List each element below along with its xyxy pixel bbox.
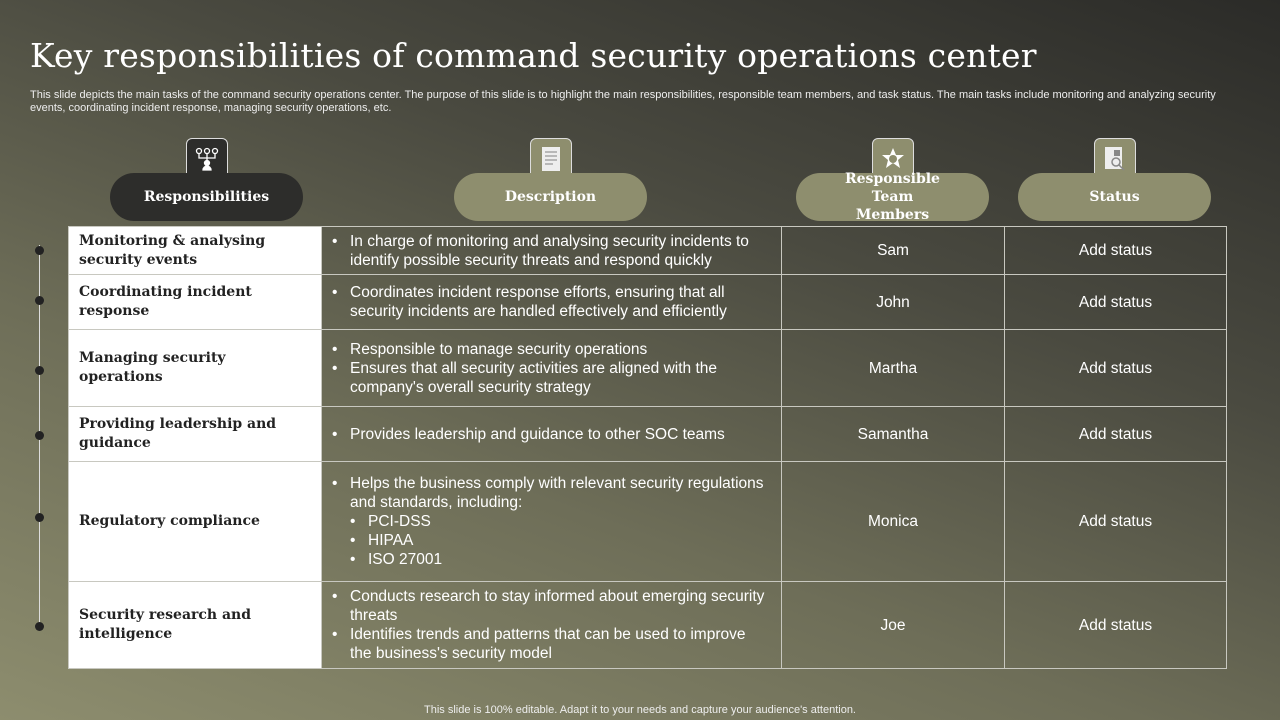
timeline-dot bbox=[35, 513, 44, 522]
footer-note: This slide is 100% editable. Adapt it to your needs and capture your audience's attention. bbox=[424, 704, 856, 716]
status[interactable]: Add status bbox=[1005, 582, 1227, 669]
table-row bbox=[69, 330, 1227, 407]
responsibility: Providing leadership and guidance bbox=[69, 407, 322, 462]
description-item: • Provides leadership and guidance to other SOC teams bbox=[332, 425, 771, 444]
description-item: • Ensures that all security activities are aligned with the company's overall security strategy bbox=[332, 359, 771, 397]
responsibility: Managing security operations bbox=[69, 330, 322, 407]
timeline-dot bbox=[35, 246, 44, 255]
status[interactable]: Add status bbox=[1005, 227, 1227, 275]
member: John bbox=[782, 275, 1005, 330]
description-item: • In charge of monitoring and analysing security incidents to identify possible security threats and respond quickly bbox=[332, 232, 771, 270]
description-item: • Coordinates incident response efforts, ensuring that all security incidents are handled effectively and efficiently bbox=[332, 283, 771, 321]
header-description: Description bbox=[454, 173, 647, 221]
responsibility: Regulatory compliance bbox=[69, 462, 322, 582]
page-title: Key responsibilities of command security operations center bbox=[30, 36, 1037, 75]
responsibility: Coordinating incident response bbox=[69, 275, 322, 330]
sub-item: • ISO 27001 bbox=[350, 550, 771, 569]
header-status: Status bbox=[1018, 173, 1211, 221]
table-row bbox=[69, 227, 1227, 275]
member: Sam bbox=[782, 227, 1005, 275]
description-item: • Conducts research to stay informed about emerging security threats bbox=[332, 587, 771, 625]
timeline-dot bbox=[35, 431, 44, 440]
status[interactable]: Add status bbox=[1005, 462, 1227, 582]
header-team-members: Responsible Team Members bbox=[796, 173, 989, 221]
member: Monica bbox=[782, 462, 1005, 582]
sub-item: • HIPAA bbox=[350, 531, 771, 550]
description-item: Helps the business comply with relevant security regulations and standards, including: bbox=[350, 475, 764, 511]
table-row bbox=[69, 407, 1227, 462]
header-responsibilities: Responsibilities bbox=[110, 173, 303, 221]
sub-item: • PCI-DSS bbox=[350, 512, 771, 531]
timeline-dot bbox=[35, 622, 44, 631]
subtitle: This slide depicts the main tasks of the command security operations center. The purpose of this slide is to highlight the main responsibilities, responsible team members, and task status. The main tasks include monitoring and analyzing security events, coordinating incident response, managing security operations, etc. bbox=[30, 89, 1216, 114]
member: Samantha bbox=[782, 407, 1005, 462]
table-row bbox=[69, 275, 1227, 330]
table-row bbox=[69, 582, 1227, 669]
responsibility: Monitoring & analysing security events bbox=[69, 227, 322, 275]
status[interactable]: Add status bbox=[1005, 275, 1227, 330]
status[interactable]: Add status bbox=[1005, 330, 1227, 407]
timeline-dot bbox=[35, 366, 44, 375]
description-item: • Responsible to manage security operations bbox=[332, 340, 771, 359]
member: Martha bbox=[782, 330, 1005, 407]
status[interactable]: Add status bbox=[1005, 407, 1227, 462]
timeline-dot bbox=[35, 296, 44, 305]
description-item: • Identifies trends and patterns that can be used to improve the business's security model bbox=[332, 625, 771, 663]
member: Joe bbox=[782, 582, 1005, 669]
table-row bbox=[69, 462, 1227, 582]
responsibility: Security research and intelligence bbox=[69, 582, 322, 669]
responsibilities-table bbox=[68, 226, 1227, 669]
